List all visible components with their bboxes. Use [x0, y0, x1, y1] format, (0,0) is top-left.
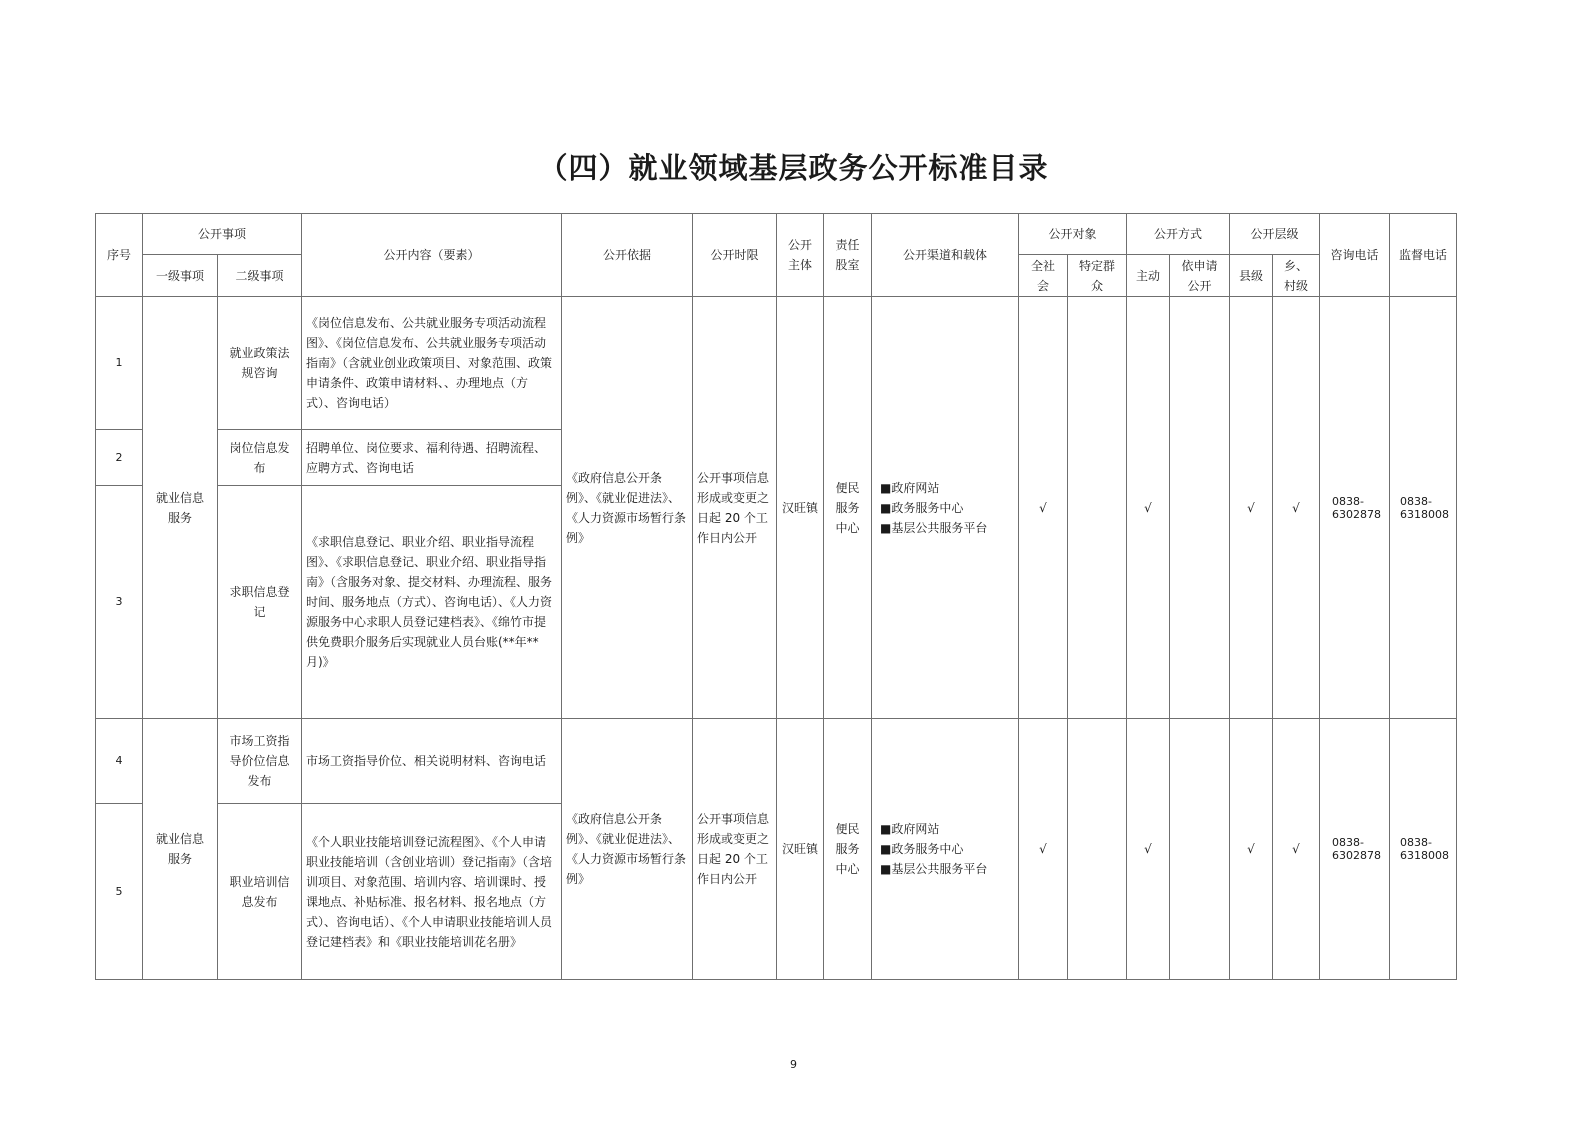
row-seq: 1 [96, 297, 143, 430]
header-target: 公开对象 [1019, 214, 1127, 255]
row-basis: 《政府信息公开条例》、《就业促进法》、《人力资源市场暂行条例》 [562, 719, 693, 980]
row-target-all-check: √ [1019, 297, 1068, 719]
row-method-apply [1170, 719, 1230, 980]
row-target-all-check: √ [1019, 719, 1068, 980]
row-method-active-check: √ [1127, 297, 1170, 719]
row-seq: 2 [96, 430, 143, 486]
channel-item: ■政府网站 [880, 822, 940, 836]
table-row [96, 719, 1457, 804]
row-content: 招聘单位、岗位要求、福利待遇、招聘流程、应聘方式、咨询电话 [302, 430, 562, 486]
row-level2: 就业政策法 规咨询 [218, 297, 302, 430]
row-level1: 就业信息 服务 [143, 719, 218, 980]
row-subject: 汉旺镇 [777, 719, 824, 980]
header-level2: 二级事项 [218, 255, 302, 297]
row-level2: 求职信息登 记 [218, 486, 302, 719]
header-basis: 公开依据 [562, 214, 693, 297]
header-level-town: 乡、 村级 [1273, 255, 1320, 297]
page-title: （四）就业领域基层政务公开标准目录 [538, 151, 1049, 185]
row-level-town-check: √ [1273, 297, 1320, 719]
channel-item: ■政务服务中心 [880, 842, 964, 856]
header-item: 公开事项 [143, 214, 302, 255]
row-dept: 便民 服务 中心 [824, 297, 872, 719]
row-consult-phone: 0838- 6302878 [1320, 719, 1390, 980]
directory-table [95, 213, 1457, 980]
row-level-county-check: √ [1230, 297, 1273, 719]
header-method: 公开方式 [1127, 214, 1230, 255]
header-target-specific: 特定群 众 [1068, 255, 1127, 297]
header-subject: 公开 主体 [777, 214, 824, 297]
header-time-limit: 公开时限 [693, 214, 777, 297]
header-consult-phone: 咨询电话 [1320, 214, 1390, 297]
channel-item: ■基层公共服务平台 [880, 520, 988, 535]
header-supervise-phone: 监督电话 [1390, 214, 1457, 297]
row-dept: 便民 服务 中心 [824, 719, 872, 980]
table-row [96, 297, 1457, 430]
row-channels [872, 719, 1019, 980]
row-content: 《岗位信息发布、公共就业服务专项活动流程图》、《岗位信息发布、公共就业服务专项活动指南》（含就业创业政策项目、对象范围、政策申请条件、政策申请材料、、办理地点（方式）、咨询电话） [302, 297, 562, 430]
row-level2: 市场工资指 导价位信息 发布 [218, 719, 302, 804]
header-target-all: 全社 会 [1019, 255, 1068, 297]
row-target-specific [1068, 719, 1127, 980]
row-method-apply [1170, 297, 1230, 719]
row-subject: 汉旺镇 [777, 297, 824, 719]
header-seq: 序号 [96, 214, 143, 297]
row-supervise-phone: 0838- 6318008 [1390, 297, 1457, 719]
header-channel: 公开渠道和载体 [872, 214, 1019, 297]
header-level: 公开层级 [1230, 214, 1320, 255]
header-level-county: 县级 [1230, 255, 1273, 297]
header-method-apply: 依申请 公开 [1170, 255, 1230, 297]
header-level1: 一级事项 [143, 255, 218, 297]
row-level-county-check: √ [1230, 719, 1273, 980]
row-basis: 《政府信息公开条例》、《就业促进法》、《人力资源市场暂行条例》 [562, 297, 693, 719]
row-supervise-phone: 0838- 6318008 [1390, 719, 1457, 980]
channel-item: ■政务服务中心 [880, 500, 964, 515]
row-target-specific [1068, 297, 1127, 719]
row-seq: 5 [96, 804, 143, 980]
channel-item: ■基层公共服务平台 [880, 862, 988, 876]
row-level2: 岗位信息发 布 [218, 430, 302, 486]
row-consult-phone: 0838- 6302878 [1320, 297, 1390, 719]
row-method-active-check: √ [1127, 719, 1170, 980]
header-dept: 责任 股室 [824, 214, 872, 297]
row-time-limit: 公开事项信息形成或变更之日起 20 个工作日内公开 [693, 297, 777, 719]
row-content: 《个人职业技能培训登记流程图》、《个人申请职业技能培训（含创业培训）登记指南》（含培训项目、对象范围、培训内容、培训课时、授课地点、补贴标准、报名材料、报名地点（方式）、咨询电话）、《个人申请职业技能培训人员登记建档表》和《职业技能培训花名册》 [302, 804, 562, 980]
header-content: 公开内容（要素） [302, 214, 562, 297]
row-content: 《求职信息登记、职业介绍、职业指导流程图》、《求职信息登记、职业介绍、职业指导指南》（含服务对象、提交材料、办理流程、服务时间、服务地点（方式）、咨询电话）、《人力资源服务中心求职人员登记建档表》、《绵竹市提供免费职介服务后实现就业人员台账(**年**月)》 [302, 486, 562, 719]
row-level2: 职业培训信 息发布 [218, 804, 302, 980]
channel-item: ■政府网站 [880, 480, 940, 495]
header-method-active: 主动 [1127, 255, 1170, 297]
row-seq: 4 [96, 719, 143, 804]
row-content: 市场工资指导价位、相关说明材料、咨询电话 [302, 719, 562, 804]
row-level1: 就业信息 服务 [143, 297, 218, 719]
row-seq: 3 [96, 486, 143, 719]
row-time-limit: 公开事项信息形成或变更之日起 20 个工作日内公开 [693, 719, 777, 980]
page-number: 9 [790, 1058, 797, 1071]
row-level-town-check: √ [1273, 719, 1320, 980]
header-row-1 [96, 214, 1457, 255]
row-channels [872, 297, 1019, 719]
